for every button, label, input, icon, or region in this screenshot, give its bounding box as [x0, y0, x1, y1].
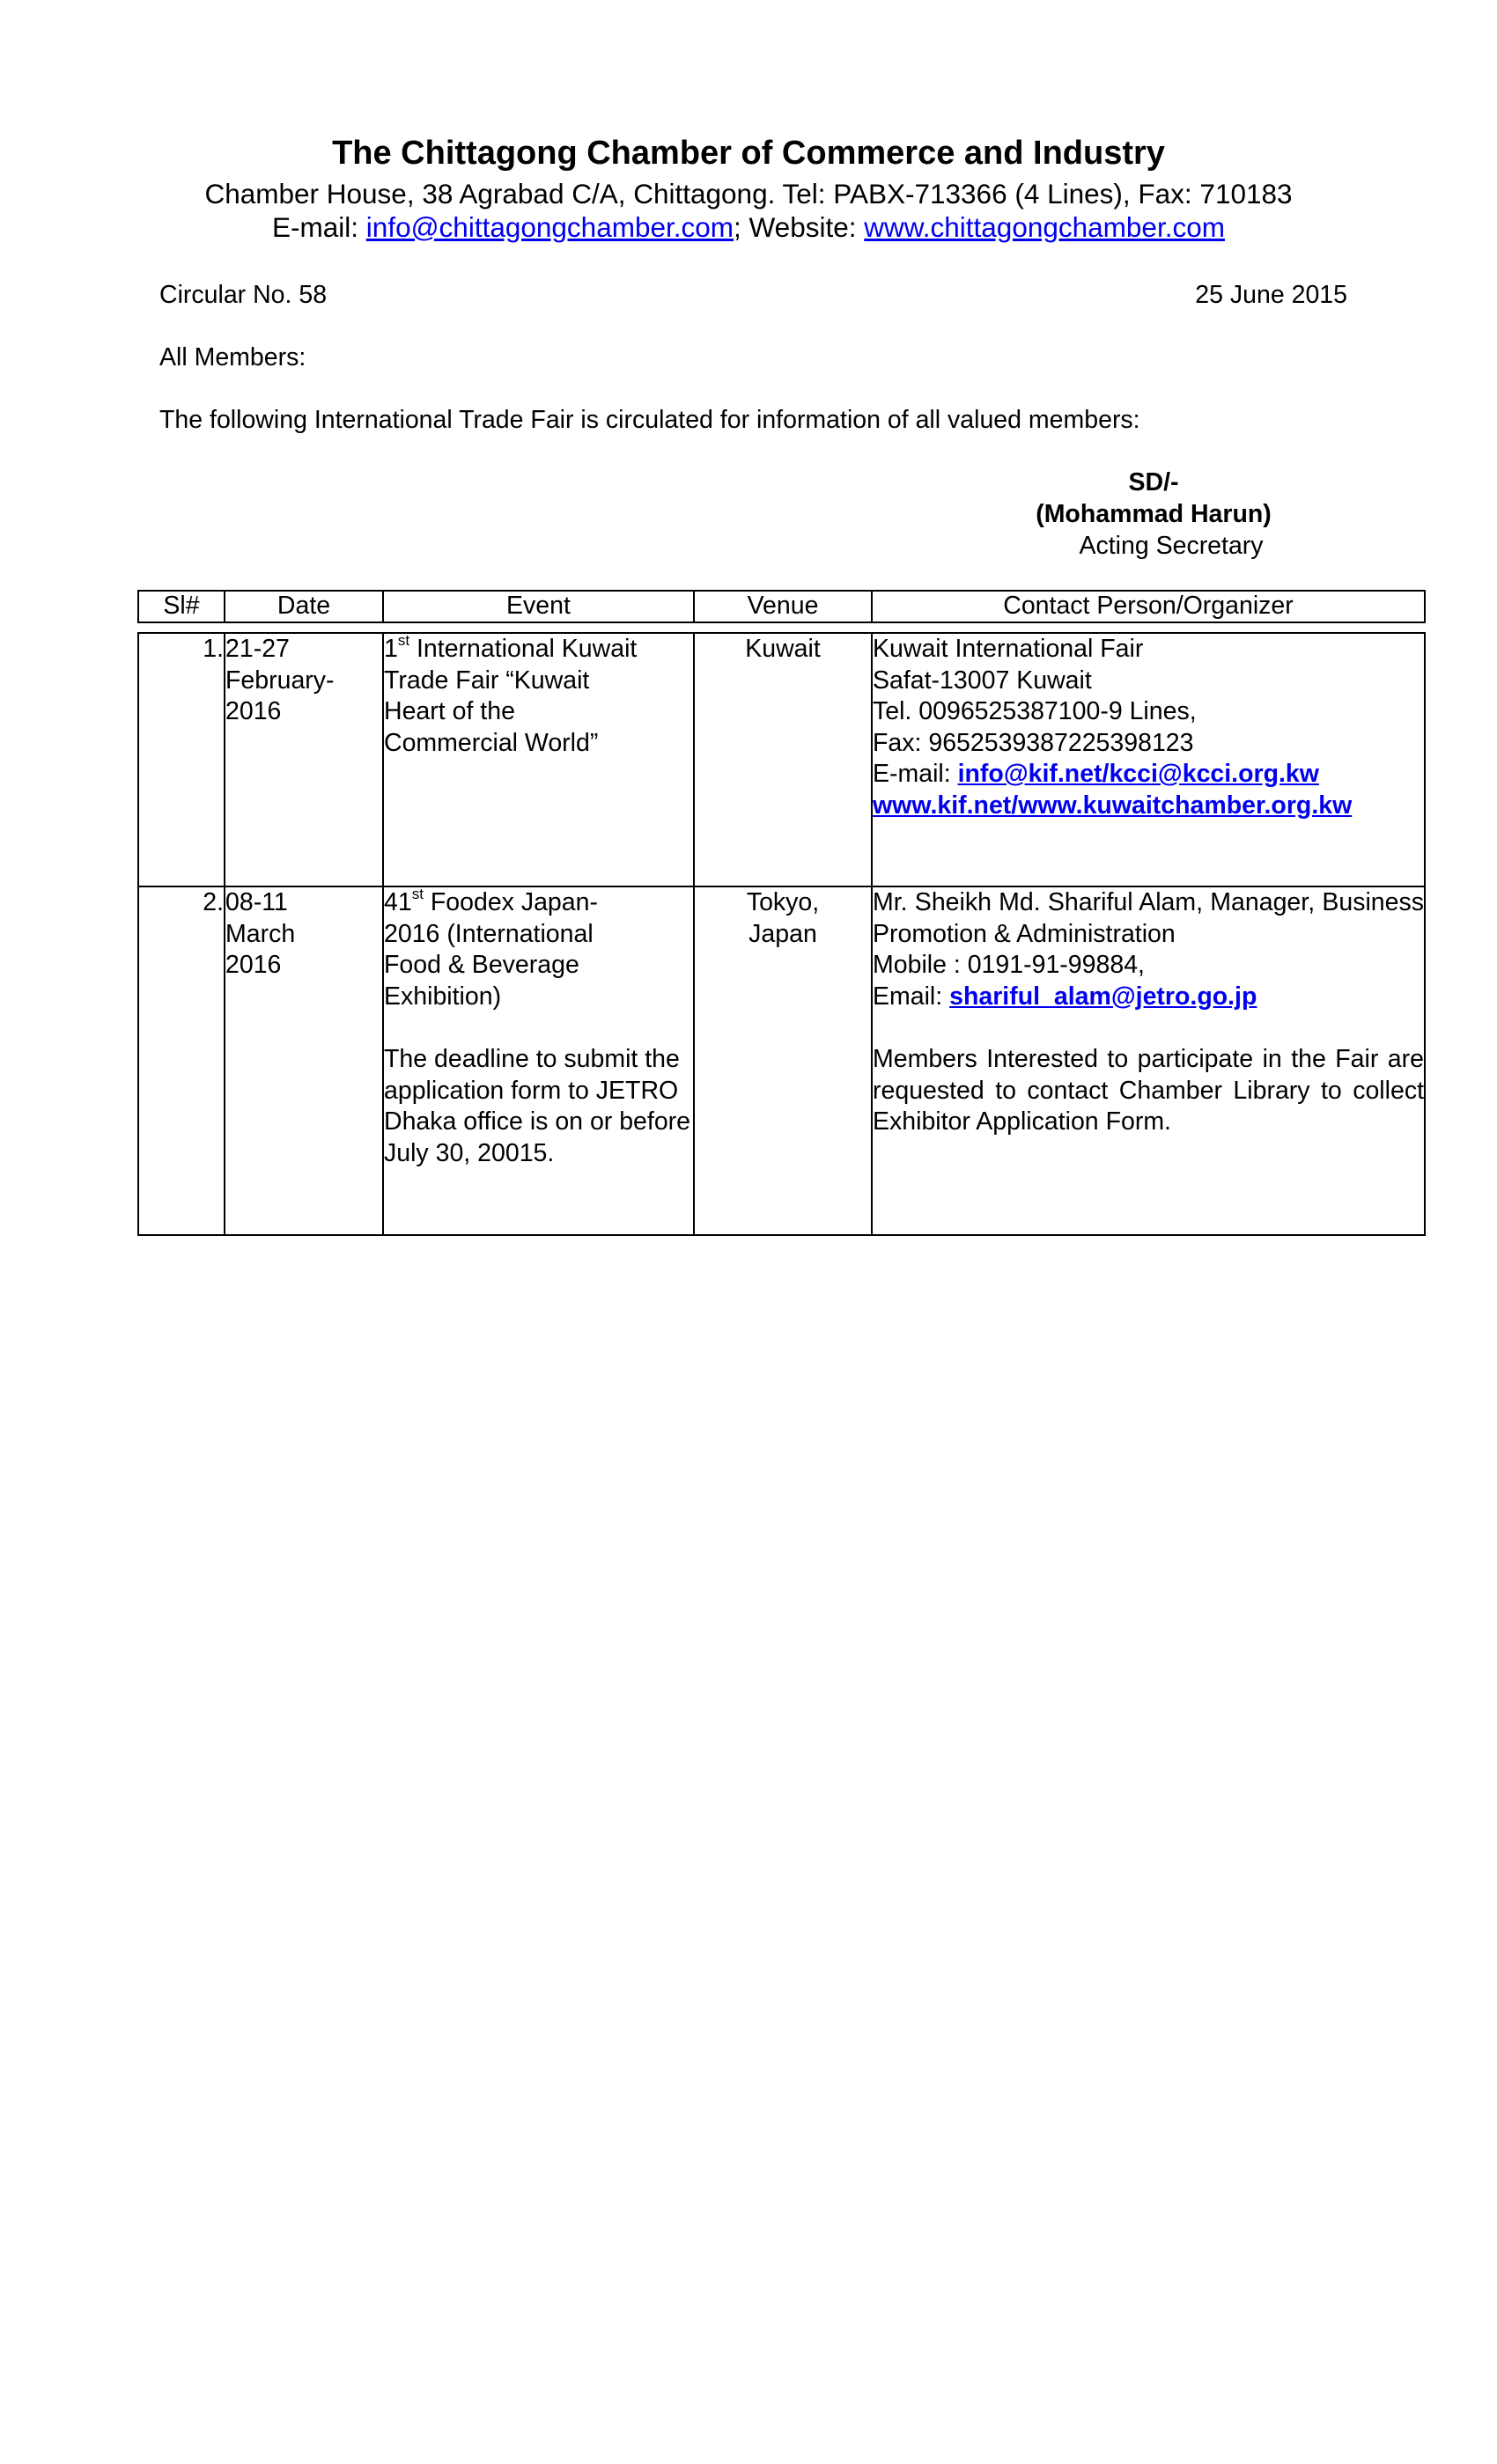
date-line: 2016 [225, 697, 282, 725]
website-label: ; Website: [734, 211, 865, 243]
date-line: 21-27 [225, 635, 290, 663]
venue-line: Tokyo, [746, 888, 820, 916]
contact-line: Fax: 965253938722539812​3 [873, 728, 1194, 757]
date-line: 08-11 [225, 888, 288, 916]
contact-email-line [873, 982, 1424, 1013]
event-date [225, 633, 383, 886]
event-title-line [384, 887, 693, 919]
event-contact [872, 633, 1425, 886]
contact-email-link[interactable]: shariful_alam@jetro.go.jp [949, 982, 1257, 1011]
signatory-name: (Mohammad Harun) [1036, 500, 1272, 528]
event-title-line [384, 634, 693, 666]
event-line: Commercial World” [384, 728, 599, 757]
contact-email-label: E-mail: [873, 760, 958, 788]
event-ordinal: 1 [384, 635, 398, 663]
signatory-title: Acting Secretary [1079, 532, 1264, 560]
event-date [225, 886, 383, 1235]
ordinal-suffix: st [411, 886, 424, 902]
venue-line: Japan [748, 919, 817, 948]
circular-number: Circular No. 58 [159, 281, 328, 309]
event-line: 2016 (International [384, 919, 594, 948]
table-row [138, 633, 1425, 886]
event-venue [694, 633, 872, 886]
contact-line: Tel. 0096525387100-9 Lines, [873, 697, 1197, 725]
contact-person: Mr. Sheikh Md. Shariful Alam, Manager, Business Promotion & Administration [873, 888, 1424, 948]
contact-email-link[interactable]: info@kif.net/kcci@kcci.org.kw [957, 760, 1319, 788]
event-venue [694, 886, 872, 1235]
email-label: E-mail: [272, 211, 366, 243]
event-line: Heart of the [384, 697, 515, 725]
table-row [138, 886, 1425, 1235]
org-contact-line [0, 210, 1497, 244]
event-name [383, 633, 694, 886]
row-number: 1. [138, 633, 225, 886]
events-table [137, 632, 1426, 1236]
date-line: 2016 [225, 951, 282, 979]
col-contact: Contact Person/Organizer [872, 591, 1425, 622]
header-row [138, 591, 1425, 622]
col-venue: Venue [694, 591, 872, 622]
row-number: 2. [138, 886, 225, 1235]
intro-text: The following International Trade Fair is circulated for information of all valued members: [159, 406, 1140, 434]
event-title-rest: Foodex Japan- [423, 888, 598, 916]
event-contact [872, 886, 1425, 1235]
contact-email-label: Email: [873, 982, 950, 1011]
contact-line: Kuwait International Fair [873, 635, 1144, 663]
col-date: Date [225, 591, 383, 622]
col-sl: Sl# [138, 591, 225, 622]
salutation: All Members: [159, 343, 306, 371]
ordinal-suffix: st [397, 632, 410, 649]
contact-line: Safat-13007 Kuwait [873, 666, 1092, 695]
event-line: Food & Beverage [384, 951, 579, 979]
event-title-rest: International Kuwait [409, 635, 638, 663]
contact-email-line [873, 759, 1424, 791]
event-line: Exhibition) [384, 982, 502, 1011]
event-ordinal: 41 [384, 888, 412, 916]
contact-note: Members Interested to participate in the Fair are requested to contact Chamber Library to collect Exhibitor Application Form. [873, 1045, 1424, 1136]
org-website-link[interactable]: www.chittagongchamber.com [864, 211, 1225, 243]
contact-website-link[interactable]: www.kif.net/www.kuwaitchamber.org.kw [873, 791, 1353, 820]
col-event: Event [383, 591, 694, 622]
venue-line: Kuwait [745, 635, 821, 663]
org-address: Chamber House, 38 Agrabad C/A, Chittagong. Tel: PABX-713366 (4 Lines), Fax: 710183 [204, 178, 1293, 210]
events-table-header [137, 590, 1426, 623]
contact-web-line [873, 791, 1424, 822]
date-line: March [225, 919, 296, 948]
org-name: The Chittagong Chamber of Commerce and Industry [332, 135, 1165, 172]
contact-mobile: Mobile : 0191-91-99884, [873, 951, 1145, 979]
event-name [383, 886, 694, 1235]
event-line: Trade Fair “Kuwait [384, 666, 590, 695]
org-email-link[interactable]: info@chittagongchamber.com [365, 211, 734, 243]
circular-date: 25 June 2015 [1195, 281, 1347, 309]
event-deadline-note: The deadline to submit the application form to JETRO Dhaka office is on or before July 30, 20015. [384, 1045, 691, 1167]
signature-sd: SD/- [1128, 468, 1179, 496]
date-line: February- [225, 666, 335, 695]
